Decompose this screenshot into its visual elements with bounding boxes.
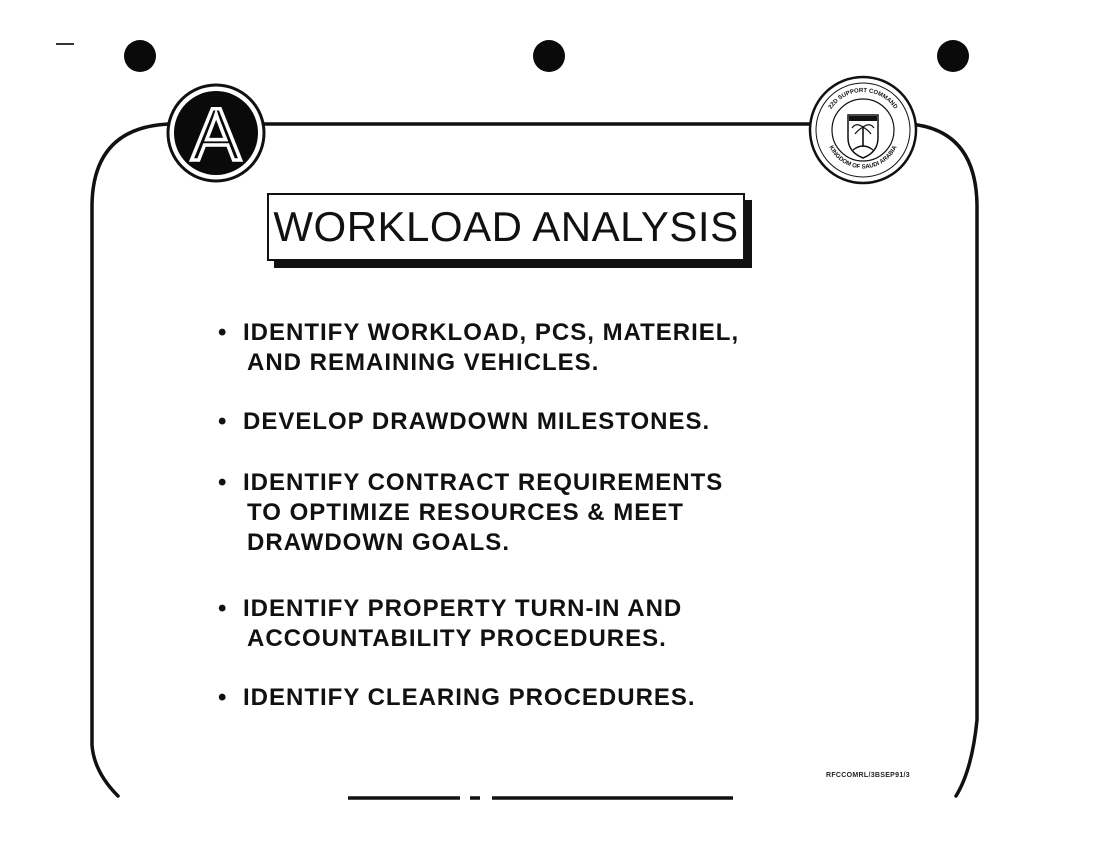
bullet-line: AND REMAINING VEHICLES. (247, 349, 600, 376)
frame-right-edge (910, 124, 977, 796)
bullet-dot: • (218, 319, 228, 346)
bullet-line: IDENTIFY WORKLOAD, PCS, MATERIEL, (243, 319, 740, 346)
bullet-list (218, 318, 858, 713)
bullet-line: ACCOUNTABILITY PROCEDURES. (247, 625, 667, 652)
bullet-dot: • (218, 684, 228, 711)
slide-code: RFCCOMRL/3BSEP91/3 (826, 772, 910, 779)
bullet-item (218, 318, 858, 378)
bullet-dot: • (218, 595, 228, 622)
bullet-line: DRAWDOWN GOALS. (247, 529, 510, 556)
punch-hole-center (533, 40, 565, 72)
bullet-line: IDENTIFY PROPERTY TURN-IN AND (243, 595, 683, 622)
bullet-line: IDENTIFY CONTRACT REQUIREMENTS (243, 469, 724, 496)
badge-a-icon (168, 85, 264, 181)
bullet-item (218, 683, 858, 713)
bullet-line: DEVELOP DRAWDOWN MILESTONES. (243, 408, 711, 435)
bullet-item (218, 594, 858, 654)
punch-hole-right (937, 40, 969, 72)
frame-left-edge (92, 124, 168, 796)
bullet-item (218, 407, 858, 437)
bullet-item (218, 468, 858, 558)
command-seal-icon (810, 77, 916, 183)
seal-top-text: 22D SUPPORT COMMAND (827, 87, 899, 111)
slide-title: WORKLOAD ANALYSIS (273, 203, 739, 250)
badge-letter: A (191, 93, 241, 176)
title-box (267, 193, 745, 261)
bullet-dot: • (218, 469, 228, 496)
seal-bottom-text: KINGDOM OF SAUDI ARABIA (827, 144, 899, 171)
bullet-line: TO OPTIMIZE RESOURCES & MEET (247, 499, 684, 526)
bullet-line: IDENTIFY CLEARING PROCEDURES. (243, 684, 696, 711)
punch-hole-left (124, 40, 156, 72)
bullet-dot: • (218, 408, 228, 435)
